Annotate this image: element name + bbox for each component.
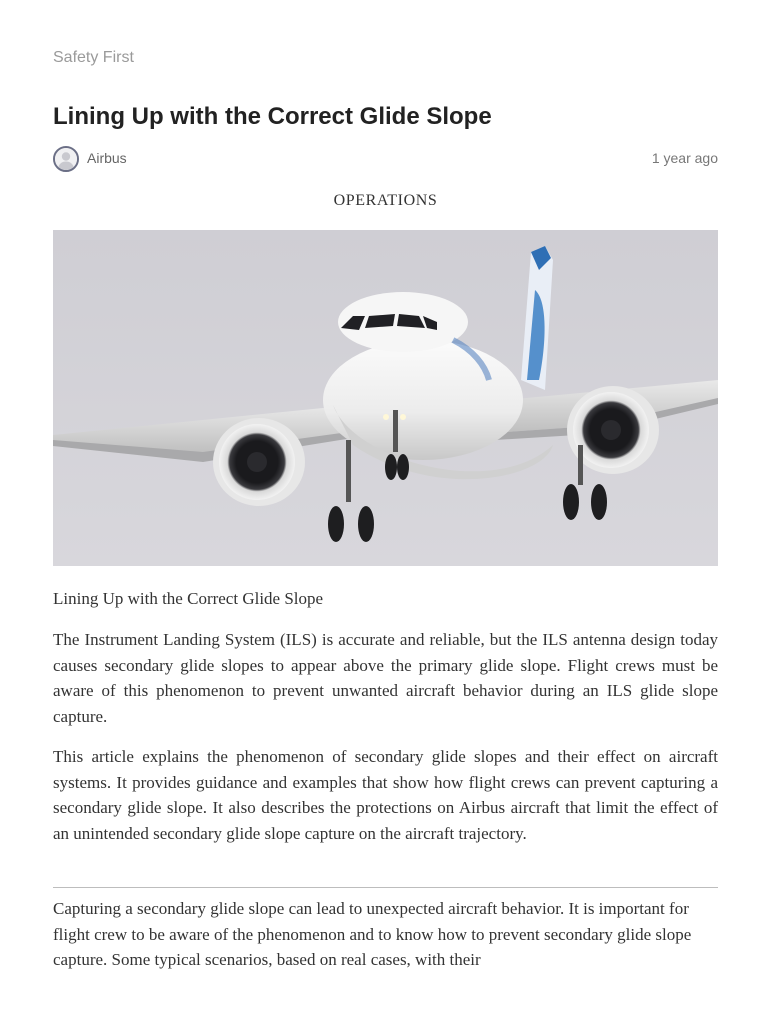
article-meta bbox=[53, 145, 718, 171]
image-caption: Lining Up with the Correct Glide Slope bbox=[53, 589, 324, 608]
section-divider bbox=[53, 887, 718, 888]
author-avatar-icon[interactable] bbox=[53, 146, 79, 172]
hero-image bbox=[53, 230, 718, 566]
category-tag[interactable]: OPERATIONS bbox=[333, 192, 438, 209]
user-avatar-icon bbox=[55, 148, 77, 170]
paragraph-body: Capturing a secondary glide slope can lead to unexpected aircraft behavior. It is important for flight crew to be aware of the phenomenon and to know how to prevent secondary glide slope capture. Some typical scenarios, based on real cases, with their bbox=[53, 899, 692, 970]
author-name[interactable]: Airbus bbox=[87, 150, 127, 166]
paragraph-overview: This article explains the phenomenon of secondary glide slopes and their effect on aircraft systems. It provides guidance and examples that show how flight crews can prevent capturing a secondary glide slope. It also describes the protections on Airbus aircraft that limit the effect of an unintended secondary glide slope capture on the aircraft trajectory. bbox=[53, 747, 718, 844]
paragraph-intro: The Instrument Landing System (ILS) is accurate and reliable, but the ILS antenna design today causes secondary glide slopes to appear above the primary glide slope. Flight crews must be aware of this phenomenon to prevent unwanted aircraft behavior during an ILS glide slope capture. bbox=[53, 630, 718, 727]
article-title: Lining Up with the Correct Glide Slope bbox=[53, 103, 492, 130]
aircraft-illustration bbox=[53, 230, 718, 566]
category-label[interactable]: Safety First bbox=[53, 49, 134, 66]
publish-date: 1 year ago bbox=[651, 150, 718, 166]
